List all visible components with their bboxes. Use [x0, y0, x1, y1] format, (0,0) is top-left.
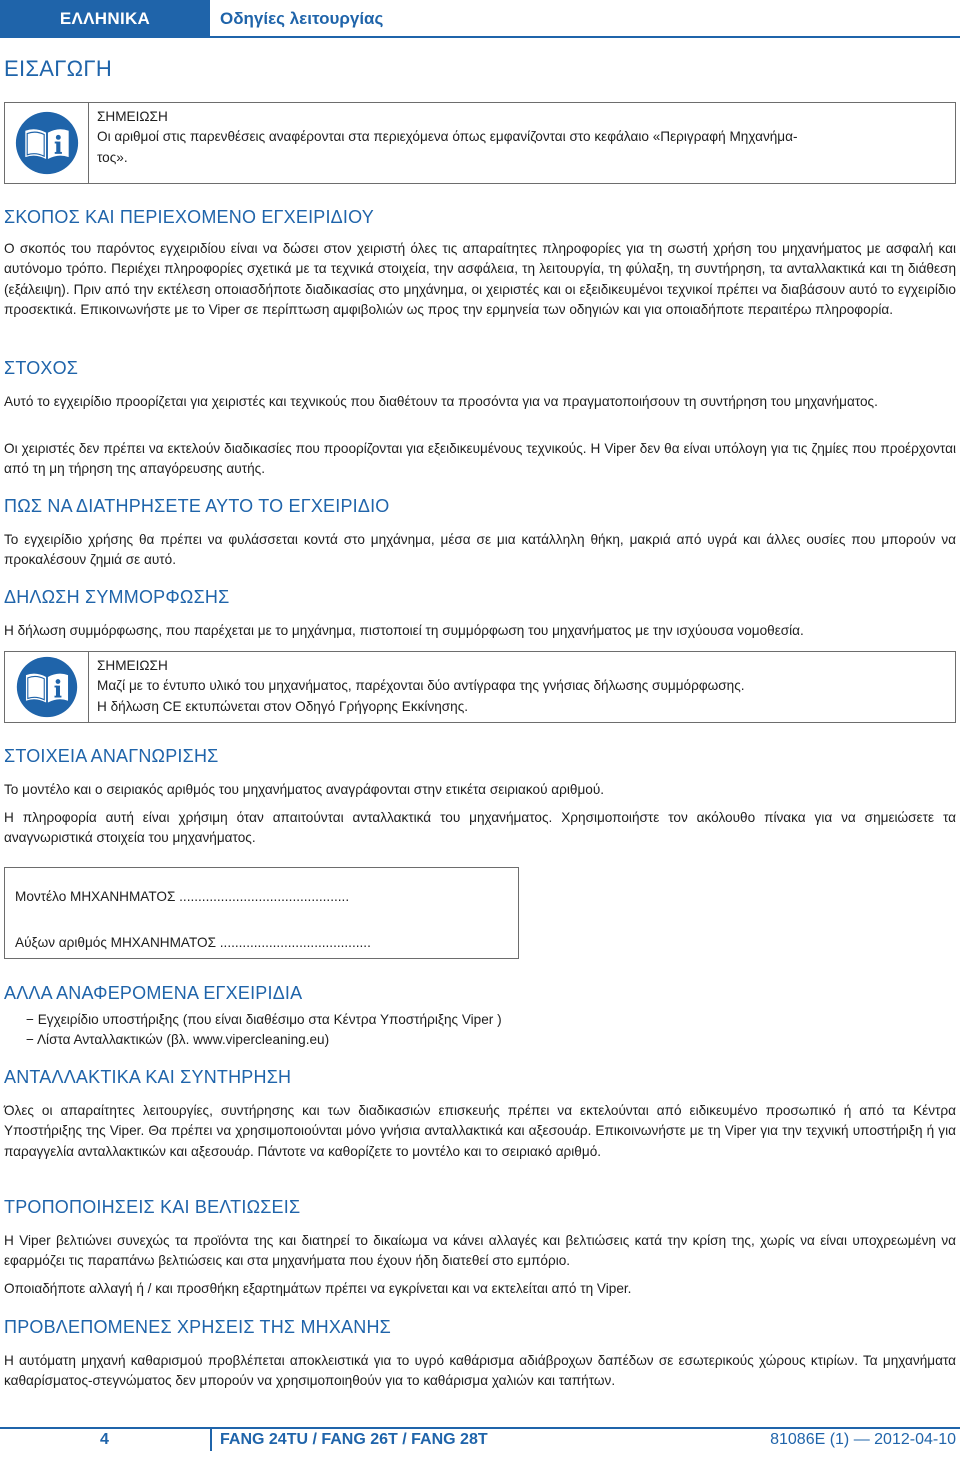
- heading-intended-use: ΠΡΟΒΛΕΠΟΜΕΝΕΣ ΧΡΗΣΕΙΣ ΤΗΣ ΜΗΧΑΝΗΣ: [4, 1317, 391, 1337]
- info-manual-icon: [14, 110, 80, 176]
- paragraph-conformity: Η δήλωση συμμόρφωσης, που παρέχεται με το μηχάνημα, πιστοποιεί τη συμμόρφωση του μηχανήματος με την ισχύουσα νομοθεσία.: [4, 623, 804, 638]
- info-manual-icon: [15, 655, 79, 719]
- paragraph-intended-use: Η αυτόματη μηχανή καθαρισμού προβλέπεται αποκλειστικά για το υγρό καθάρισμα αδιάβροχων δαπέδων σε εσωτερικούς χώρους κτιρίων. Τα μηχανήματα καθαρίσματος-στεγνώματος δεν μπορούν να χρησιμοποιηθούν για το καθάρισμα χαλιών και ταπήτων.: [4, 1353, 956, 1389]
- paragraph-target-2: Οι χειριστές δεν πρέπει να εκτελούν διαδικασίες που προορίζονται για εξειδικευμένους τεχνικούς. Η Viper δεν θα είναι υπόλογη για τις ζημίες που προέρχονται από τη μη τήρηση της απαγόρευσης αυτής.: [4, 441, 956, 477]
- paragraph-identification-2: Η πληροφορία αυτή είναι χρήσιμη όταν απαιτούνται ανταλλακτικά του μηχανήματος. Χρησιμοποιήστε τον ακόλουθο πίνακα για να σημειώσετε τα αναγνωριστικά στοιχεία του μηχανήματος.: [4, 810, 956, 846]
- heading-other-manuals: ΑΛΛΑ ΑΝΑΦΕΡΟΜΕΝΑ ΕΓΧΕΙΡΙΔΙΑ: [4, 983, 303, 1003]
- heading-spare-parts: ΑΝΤΑΛΛΑΚΤΙΚΑ ΚΑΙ ΣΥΝΤΗΡΗΣΗ: [4, 1067, 292, 1087]
- heading-introduction: ΕΙΣΑΓΩΓΗ: [4, 56, 113, 81]
- note-line: Μαζί με το έντυπο υλικό του μηχανήματος, παρέχονται δύο αντίγραφα της γνήσιας δήλωσης συμμόρφωσης.: [97, 678, 745, 694]
- list-item: − Λίστα Ανταλλακτικών (βλ. www.vipercleaning.eu): [26, 1032, 330, 1047]
- paragraph-scope: Ο σκοπός του παρόντος εγχειριδίου είναι να δώσει στον χειριστή όλες τις απαραίτητες πληροφορίες για τη σωστή χρήση του μηχανήματος με ασφαλή και αυτόνομο τρόπο. Περιέχει πληροφορίες σχετικά με τα τεχνικά στοιχεία, την ασφάλεια, τη λειτουργία, τη φύλαξη, τη συντήρηση, τα ανταλλακτικά και τη διάθεση (εξάλειψη). Πριν από την εκτέλεση οποιασδήποτε διαδικασίας στο μηχάνημα, οι χειριστές και οι εξειδικευμένοι τεχνικοί πρέπει να διαβάσουν αυτό το εγχειρίδιο προσεκτικά. Επικοινωνήστε με το Viper σε περίπτωση αμφιβολιών ως προς την ερμηνεία των οδηγιών και για οποιαδήποτε περαιτέρω πληροφορία.: [4, 241, 956, 317]
- list-item: − Εγχειρίδιο υποστήριξης (που είναι διαθέσιμο στα Κέντρα Υποστήριξης Viper ): [26, 1012, 502, 1027]
- identification-table: [4, 867, 519, 959]
- footer-document-code: 81086E (1) — 2012-04-10: [770, 1431, 956, 1448]
- heading-conformity: ΔΗΛΩΣΗ ΣΥΜΜΟΡΦΩΣΗΣ: [4, 587, 230, 607]
- note-label: ΣΗΜΕΙΩΣΗ: [97, 658, 168, 673]
- paragraph-target-1: Αυτό το εγχειρίδιο προορίζεται για χειριστές και τεχνικούς που διαθέτουν τα προσόντα για να πραγματοποιήσουν τη συντήρηση του μηχανήματος.: [4, 394, 878, 409]
- model-field[interactable]: Μοντέλο ΜΗΧΑΝΗΜΑΤΟΣ .............................................: [15, 889, 350, 904]
- paragraph-changes-1: Η Viper βελτιώνει συνεχώς τα προϊόντα της και διατηρεί το δικαίωμα να κάνει αλλαγές και βελτιώσεις κατά την κρίση της, χωρίς να είναι υποχρεωμένη να εφαρμόζει τις παραπάνω βελτιώσεις και στα μηχανήματα που έχουν ήδη διατεθεί στο εμπόριο.: [4, 1233, 956, 1269]
- note-label: ΣΗΜΕΙΩΣΗ: [97, 109, 168, 124]
- page-number: 4: [100, 1431, 109, 1448]
- footer-separator: [210, 1429, 212, 1451]
- footer-divider: [0, 1427, 960, 1429]
- heading-identification: ΣΤΟΙΧΕΙΑ ΑΝΑΓΝΩΡΙΣΗΣ: [4, 746, 219, 766]
- note-line: Η δήλωση CE εκτυπώνεται στον Οδηγό Γρήγορης Εκκίνησης.: [97, 698, 469, 714]
- note-line: Οι αριθμοί στις παρενθέσεις αναφέρονται στα περιεχόμενα όπως εμφανίζονται στο κεφάλαιο «Περιγραφή Μηχανήμα-: [97, 129, 798, 145]
- serial-number-field[interactable]: Αύξων αριθμός ΜΗΧΑΝΗΜΑΤΟΣ ........................................: [15, 935, 371, 950]
- language-tab: ΕΛΛΗΝΙΚΑ: [0, 0, 210, 38]
- paragraph-changes-2: Οποιαδήποτε αλλαγή ή / και προσθήκη εξαρτημάτων πρέπει να εγκρίνεται και να εκτελείται από τη Viper.: [4, 1281, 632, 1296]
- header-divider: [210, 36, 960, 38]
- note-box-intro: [4, 102, 956, 184]
- heading-changes: ΤΡΟΠΟΠΟΙΗΣΕΙΣ ΚΑΙ ΒΕΛΤΙΩΣΕΙΣ: [4, 1197, 301, 1217]
- paragraph-keep-manual: Το εγχειρίδιο χρήσης θα πρέπει να φυλάσσεται κοντά στο μηχάνημα, μέσα σε μια κατάλληλη θήκη, μακριά από υγρά και άλλες ουσίες που μπορούν να προκαλέσουν ζημιά σε αυτό.: [4, 532, 956, 568]
- footer-models: FANG 24TU / FANG 26T / FANG 28T: [220, 1431, 488, 1448]
- heading-scope: ΣΚΟΠΟΣ ΚΑΙ ΠΕΡΙΕΧΟΜΕΝΟ ΕΓΧΕΙΡΙΔΙΟΥ: [4, 207, 374, 227]
- note-line: τος».: [97, 149, 128, 165]
- paragraph-spare-parts: Όλες οι απαραίτητες λειτουργίες, συντήρησης και των διαδικασιών επισκευής πρέπει να εκτελούνται από ειδικευμένο προσωπικό ή από τα Κέντρα Υποστήριξης της Viper. Θα πρέπει να χρησιμοποιούνται μόνο γνήσια ανταλλακτικά και αξεσουάρ. Επικοινωνήστε με τη Viper για την τεχνική υποστήριξη ή για παραγγελία ανταλλακτικών και αξεσουάρ. Πάντοτε να καθορίζετε το μοντέλο και το σειριακό αριθμό.: [4, 1103, 956, 1159]
- paragraph-identification-1: Το μοντέλο και ο σειριακός αριθμός του μηχανήματος αναγράφονται στην ετικέτα σειριακού αριθμού.: [4, 782, 605, 797]
- page-header: [0, 0, 960, 38]
- header-title: Οδηγίες λειτουργίας: [220, 9, 384, 28]
- heading-target: ΣΤΟΧΟΣ: [4, 358, 79, 378]
- note-box-conformity: [4, 651, 956, 723]
- heading-keep-manual: ΠΩΣ ΝΑ ΔΙΑΤΗΡΗΣΕΤΕ ΑΥΤΟ ΤΟ ΕΓΧΕΙΡΙΔΙΟ: [4, 496, 390, 516]
